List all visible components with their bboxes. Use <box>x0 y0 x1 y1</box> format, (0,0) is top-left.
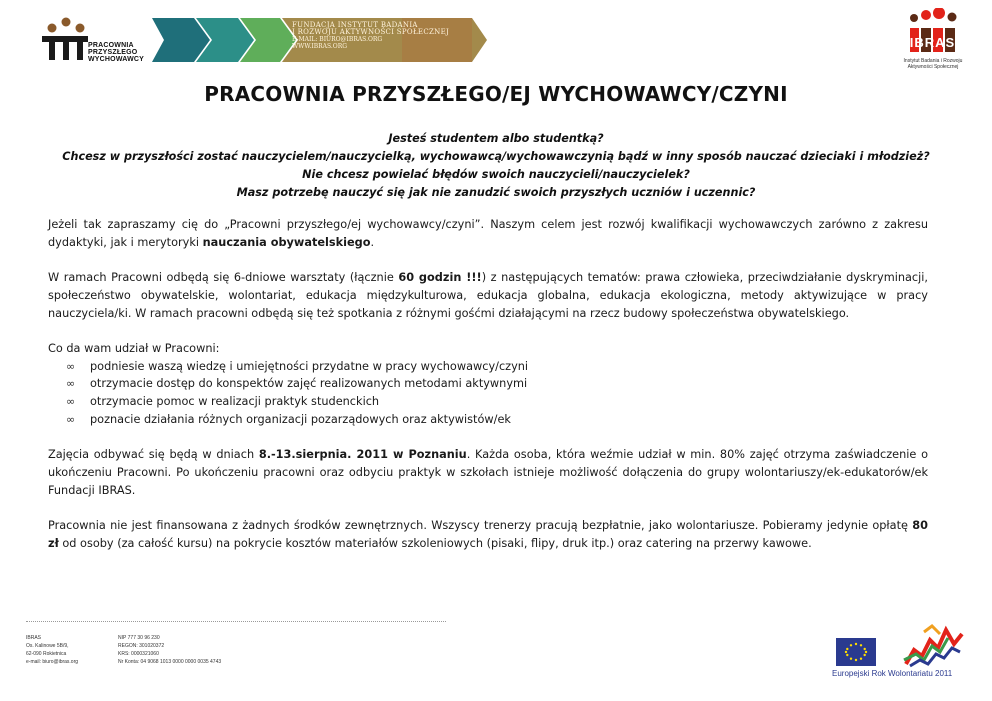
paragraph-fee <box>48 517 928 552</box>
ibras-subtitle-line: Instytut Badania i Rozwoju <box>903 58 963 64</box>
text-run: Zajęcia odbywać się będą w dniach <box>48 448 259 462</box>
infinity-bullet-icon: ∞ <box>66 359 76 373</box>
paragraph-invitation <box>48 216 928 251</box>
footer-line: Nr Konta: 04 9068 1013 0000 0000 0035 4743 <box>118 659 222 665</box>
foundation-email: E-MAIL: BIURO@IBRAS.ORG <box>292 36 383 43</box>
page-title: PRACOWNIA PRZYSZŁEGO/EJ WYCHOWAWCY/CZYNI <box>204 82 788 106</box>
list-item-text: otrzymacie pomoc w realizacji praktyk studenckich <box>90 395 380 408</box>
benefits-list <box>66 358 928 429</box>
bold-text: 60 godzin !!! <box>398 271 482 285</box>
logo-text-line: PRACOWNIA <box>88 42 134 49</box>
bold-text: nauczania obywatelskiego <box>202 235 371 249</box>
footer-divider <box>26 621 446 622</box>
list-item-text: podniesie waszą wiedzę i umiejętności przydatne w pracy wychowawcy/czyni <box>90 359 529 373</box>
list-item <box>66 375 928 393</box>
footer-line: e-mail: biuro@ibras.org <box>26 659 79 665</box>
list-item <box>66 393 928 411</box>
list-item-text: poznacie działania różnych organizacji pozarządowych oraz aktywistów/ek <box>90 412 511 426</box>
footer-line: NIP 777 30 96 230 <box>118 635 160 641</box>
foundation-name-line: FUNDACJA INSTYTUT BADANIA <box>292 21 418 29</box>
text-run: . Każda osoba, która weźmie udział w min. 80% zajęć otrzyma zaświadczenie o ukończeniu Pracowni. Po ukończeniu pracowni oraz odbyciu praktyk w szkołach istnieje możliwość dołączenia do grupy wolontariuszy/ek-edukatorów/ek Fundacji IBRAS. <box>48 448 929 497</box>
footer-line: Os. Kalinowe 5B/9, <box>26 643 69 649</box>
european-year-volunteering-logo <box>884 620 968 668</box>
infinity-bullet-icon: ∞ <box>66 412 76 426</box>
ibras-subtitle-line: Aktywności Społecznej <box>907 64 959 70</box>
infinity-bullet-icon: ∞ <box>66 377 76 391</box>
body-content <box>48 216 928 570</box>
ibras-logo-text: IBRAS <box>909 35 956 50</box>
foundation-name-line: I ROZWOJU AKTYWNOŚCI SPOŁECZNEJ <box>292 28 450 36</box>
benefits-heading: Co da wam udział w Pracowni: <box>48 341 220 355</box>
logo-text-line: PRZYSZŁEGO <box>88 49 138 56</box>
eu-caption: Europejski Rok Wolontariatu 2011 <box>832 669 953 678</box>
text-run: W ramach Pracowni odbędą się 6-dniowe warsztaty (łącznie <box>48 271 399 285</box>
footer-registry <box>118 634 221 666</box>
text-run: . <box>370 235 375 249</box>
text-run: Jeżeli tak zapraszamy cię do „Pracowni przyszłego/ej wychowawcy/czyni”. Naszym celem jest rozwój kwalifikacji wychowawczych zarówno z zakresu dydaktyki, jak i merytoryki <box>48 218 928 249</box>
intro-line: Chcesz w przyszłości zostać nauczycielem/nauczycielką, wychowawcą/wychowawczynią bądź w inny sposób nauczać dzieciaki i młodzież? <box>62 150 930 163</box>
intro-line: Nie chcesz powielać błędów swoich nauczycieli/nauczycielek? <box>302 168 690 181</box>
list-item <box>66 358 928 376</box>
intro-line: Masz potrzebę nauczyć się jak nie zanudzić swoich przyszłych uczniów i uczennic? <box>236 186 756 199</box>
footer-line: IBRAS <box>26 635 42 641</box>
list-item <box>66 411 928 429</box>
intro-questions <box>40 130 952 202</box>
paragraph-dates <box>48 446 928 499</box>
footer-line: 62-090 Rokietnica <box>26 651 67 657</box>
footer-address <box>26 634 78 666</box>
pracownia-logo-text <box>88 42 144 63</box>
foundation-info <box>292 22 449 50</box>
bold-text: 8.-13.sierpnia. 2011 w Poznaniu <box>258 448 467 462</box>
text-run: Pracownia nie jest finansowana z żadnych środków zewnętrznych. Wszyscy trenerzy pracują bezpłatnie, jako wolontariusze. Pobieramy jedynie opłatę <box>48 518 913 532</box>
text-run: ) z następujących tematów: prawa człowieka, przeciwdziałanie dyskryminacji, społeczeństwo obywatelskie, wolontariat, edukacja międzykulturowa, edukacja globalna, edukacja ekologiczna, metody aktywizujące w pracy nauczyciela/ki. W ramach pracowni odbędą się też spotkania z różnymi gośćmi działającymi na rzecz budowy społeczeństwa obywatelskiego. <box>48 271 929 320</box>
infinity-bullet-icon: ∞ <box>66 395 76 408</box>
intro-line: Jesteś studentem albo studentką? <box>388 132 604 145</box>
paragraph-workshops <box>48 269 928 322</box>
eu-flag-icon <box>836 638 876 666</box>
footer-line: KRS: 0000321060 <box>118 651 159 657</box>
text-run: od osoby (za całość kursu) na pokrycie kosztów materiałów szkoleniowych (pisaki, flipy, druk itp.) oraz catering na przerwy kawowe. <box>58 536 812 550</box>
ibras-subtitle <box>894 58 972 70</box>
foundation-website: WWW.IBRAS.ORG <box>292 43 348 50</box>
list-item-text: otrzymacie dostęp do konspektów zajęć realizowanych metodami aktywnymi <box>90 377 528 391</box>
bold-text: 80 zł <box>48 518 928 550</box>
logo-text-line: WYCHOWAWCY <box>88 56 145 63</box>
footer-line: REGON: 301020372 <box>118 643 165 649</box>
